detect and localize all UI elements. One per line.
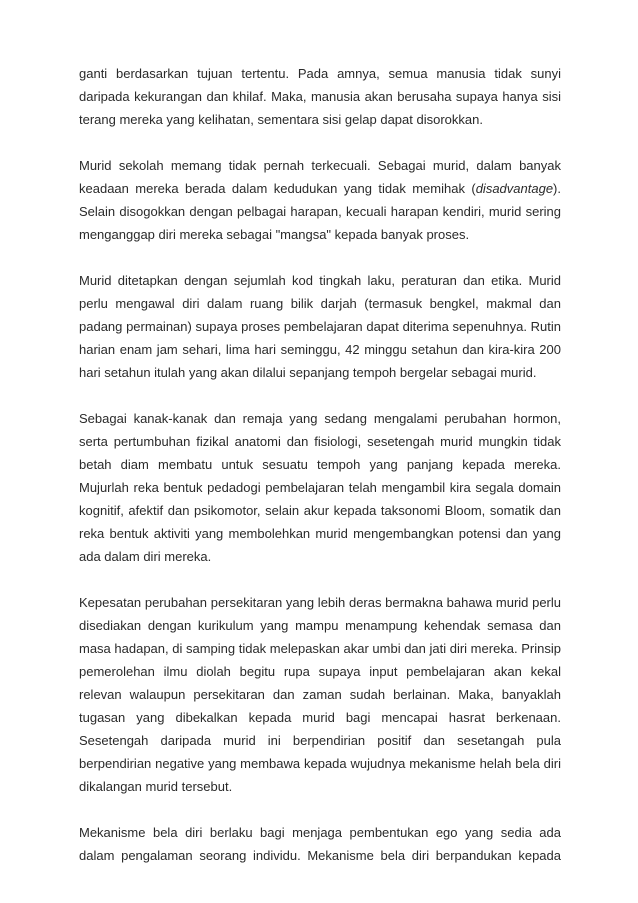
paragraph-text: Murid sekolah memang tidak pernah terkecuali. Sebagai murid, dalam banyak keadaan mereka berada dalam kedudukan yang tidak memihak (: [79, 158, 561, 196]
paragraph-text: Murid ditetapkan dengan sejumlah kod tingkah laku, peraturan dan etika. Murid perlu mengawal diri dalam ruang bilik darjah (termasuk bengkel, makmal dan padang permainan) supaya proses pembelajaran dapat diterima sepenuhnya. Rutin harian enam jam sehari, lima hari seminggu, 42 minggu setahun dan kira-kira 200 hari setahun itulah yang akan dilalui sepanjang tempoh bergelar sebagai murid.: [79, 273, 561, 380]
paragraph: [79, 62, 561, 131]
paragraph: [79, 154, 561, 246]
italic-term: disadvantage: [475, 181, 554, 196]
paragraph-text: ). Selain disogokkan dengan pelbagai harapan, kecuali harapan kendiri, murid sering menganggap diri mereka sebagai "mangsa" kepada banyak proses.: [79, 181, 561, 242]
document-page: [79, 62, 561, 867]
paragraph-text: Sebagai kanak-kanak dan remaja yang sedang mengalami perubahan hormon, serta pertumbuhan fizikal anatomi dan fisiologi, sesetengah murid mungkin tidak betah diam membatu untuk sesuatu tempoh yang panjang kepada mereka. Mujurlah reka bentuk pedadogi pembelajaran telah mengambil kira segala domain kognitif, afektif dan psikomotor, selain akur kepada taksonomi Bloom, somatik dan reka bentuk aktiviti yang membolehkan murid mengembangkan potensi dan yang ada dalam diri mereka.: [79, 411, 561, 564]
paragraph: [79, 407, 561, 568]
paragraph-text: Mekanisme bela diri berlaku bagi menjaga pembentukan ego yang sedia ada dalam pengalaman seorang individu. Mekanisme bela diri berpandukan kepada: [79, 825, 561, 863]
paragraph-text: ganti berdasarkan tujuan tertentu. Pada amnya, semua manusia tidak sunyi daripada kekurangan dan khilaf. Maka, manusia akan berusaha supaya hanya sisi terang mereka yang kelihatan, sementara sisi gelap dapat disorokkan.: [79, 66, 561, 127]
paragraph-text: Kepesatan perubahan persekitaran yang lebih deras bermakna bahawa murid perlu disediakan dengan kurikulum yang mampu menampung kehendak semasa dan masa hadapan, di samping tidak melepaskan akar umbi dan jati diri mereka. Prinsip pemerolehan ilmu diolah begitu rupa supaya input pembelajaran akan kekal relevan walaupun persekitaran dan zaman sudah berlainan. Maka, banyaklah tugasan yang dibekalkan kepada murid bagi mencapai hasrat berkenaan. Sesetengah daripada murid ini berpendirian positif dan sesetangah pula berpendirian negative yang membawa kepada wujudnya mekanisme helah bela diri dikalangan murid tersebut.: [79, 595, 561, 794]
paragraph: [79, 269, 561, 384]
paragraph: [79, 591, 561, 798]
paragraph: [79, 821, 561, 867]
